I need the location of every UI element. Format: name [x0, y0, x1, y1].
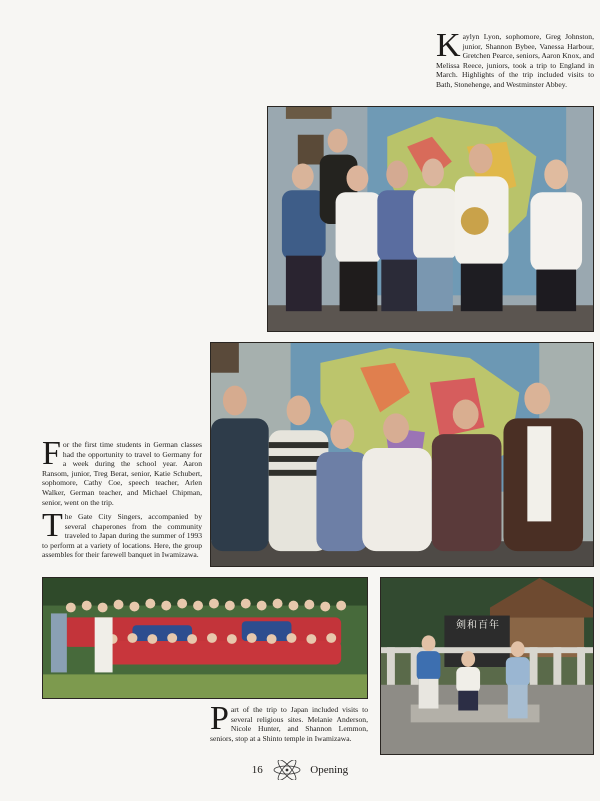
page-number: 16	[251, 764, 263, 776]
singers-caption-text: he Gate City Singers, accompanied by several chaperones from the community traveled to Japan during the summer of 1993 to perform at a variety of locations. Here, the group assembles for their farewell banquet in Iwamizawa.	[42, 512, 202, 560]
section-name: Opening	[310, 764, 349, 776]
shrine-sign-text: 剣和百年	[456, 620, 500, 631]
england-group-photo	[267, 106, 594, 332]
page-footer	[0, 760, 600, 780]
japan-caption-text: art of the trip to Japan included visits to several religious sites. Melanie Anderson, Nicole Hunter, and Shannon Lemmon, seniors, stop at a Shinto temple in Iwamizawa.	[210, 705, 368, 743]
germany-caption-text: or the first time students in German classes had the opportunity to travel to Germany for a week during the school year. Aaron Ransom, junior, Treg Berat, senior, Katie Schubert, sophomore, Cathy Coe, speech teacher, Arlen Walker, German teacher, and Michael Chipman, senior, went on the trip.	[42, 440, 202, 507]
singers-group-photo	[42, 577, 368, 699]
japan-trip-caption	[210, 700, 368, 743]
england-caption-dropcap: K	[436, 27, 461, 64]
england-trip-caption	[436, 27, 594, 90]
atom-ornament-icon	[272, 760, 302, 780]
singers-trip-caption	[42, 507, 202, 560]
singers-caption-dropcap: T	[42, 507, 63, 544]
japan-shrine-photo	[380, 577, 594, 755]
germany-caption-dropcap: F	[42, 435, 61, 472]
japan-caption-dropcap: P	[210, 700, 229, 737]
england-caption-text: aylyn Lyon, sophomore, Greg Johnston, junior, Shannon Bybee, Vanessa Harbour, Gretchen Pearce, seniors, Aaron Knox, and Melissa Reece, juniors, took a trip to England in March. Highlights of the trip included visits to Bath, Stonehenge, and Westminster Abbey.	[436, 32, 594, 89]
germany-group-photo	[210, 342, 594, 567]
germany-trip-caption	[42, 435, 202, 507]
